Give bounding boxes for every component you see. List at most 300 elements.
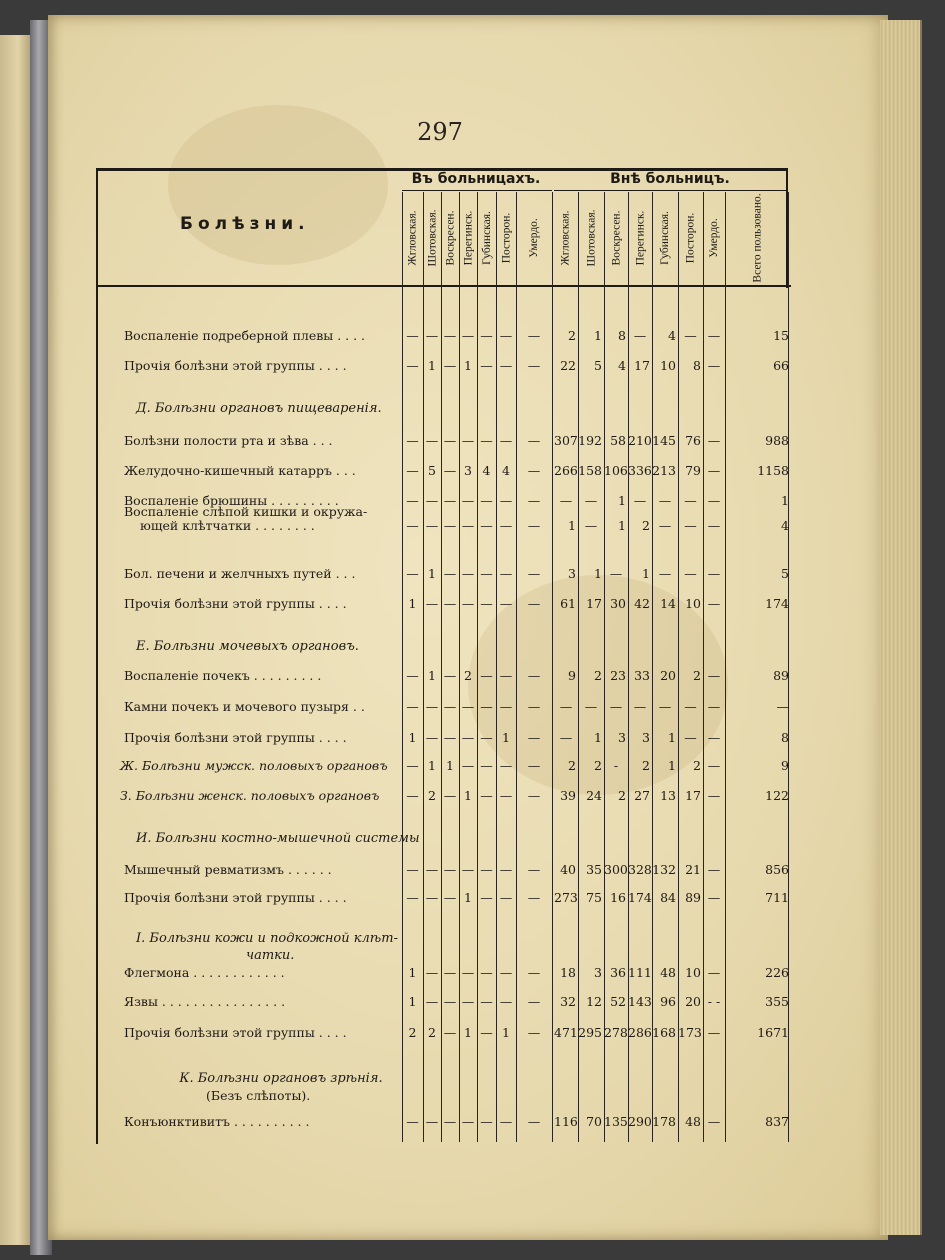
row-label: Прочія болѣзни этой группы . . . .: [124, 358, 347, 373]
cell-hospital: —: [443, 890, 457, 905]
cell-hospital: —: [499, 518, 513, 533]
cell-hospital: —: [443, 328, 457, 343]
cell-outside: 18: [560, 965, 576, 980]
cell-hospital: —: [406, 862, 419, 877]
cell-hospital: —: [480, 358, 493, 373]
cell-hospital: —: [443, 463, 457, 478]
column-header-hospital: Жгловская.: [406, 210, 419, 266]
cell-outside: 278: [604, 1025, 628, 1040]
cell-outside: 17: [586, 596, 602, 611]
cell-hospital: —: [406, 328, 419, 343]
left-page-edge: [0, 35, 32, 1245]
cell-outside: 143: [628, 994, 652, 1009]
row-label: Болѣзни полости рта и зѣва . . .: [124, 433, 333, 448]
cell-outside: 70: [586, 1114, 602, 1129]
cell-hospital: —: [406, 699, 419, 714]
cell-hospital: —: [527, 788, 541, 803]
column-header-outside: Умердо.: [708, 218, 720, 258]
cell-hospital: 1: [502, 1025, 510, 1040]
cell-outside: 213: [652, 463, 676, 478]
section-heading-continued: чатки.: [246, 948, 295, 963]
cell-hospital: —: [406, 358, 419, 373]
cell-hospital: —: [443, 668, 457, 683]
row-label: Воспаленіе слѣпой кишки и окружа-: [124, 504, 368, 519]
cell-outside: 32: [560, 994, 576, 1009]
cell-outside: 10: [685, 965, 701, 980]
cell-outside: 12: [586, 994, 602, 1009]
row-label: Воспаленіе почекъ . . . . . . . . .: [124, 668, 322, 683]
cell-outside: 2: [568, 758, 576, 773]
cell-hospital: 1: [408, 965, 417, 980]
cell-outside: 4: [618, 358, 626, 373]
cell-outside: 178: [652, 1114, 676, 1129]
cell-outside: 79: [685, 463, 701, 478]
column-header-outside: Перегинск.: [634, 210, 647, 266]
cell-hospital: 1: [408, 994, 417, 1009]
cell-hospital: —: [443, 862, 457, 877]
group-rule-hospital: [402, 190, 552, 191]
column-header-outside: Губинская.: [659, 211, 672, 265]
cell-hospital: —: [499, 890, 513, 905]
cell-total: 1: [781, 493, 789, 508]
cell-hospital: —: [425, 433, 439, 448]
group-header-outside: Внѣ больницъ.: [610, 171, 730, 187]
cell-outside: 3: [594, 965, 602, 980]
cell-outside: 111: [628, 965, 652, 980]
cell-hospital: —: [499, 758, 513, 773]
cell-hospital: —: [425, 1114, 439, 1129]
table-row: [96, 1025, 791, 1045]
cell-hospital: —: [461, 433, 475, 448]
cell-outside: 89: [685, 890, 701, 905]
page-number: 297: [417, 118, 463, 146]
cell-hospital: —: [527, 758, 541, 773]
cell-hospital: —: [499, 328, 513, 343]
cell-hospital: —: [499, 788, 513, 803]
cell-total: 226: [765, 965, 789, 980]
cell-hospital: —: [527, 699, 541, 714]
cell-outside: 132: [652, 862, 676, 877]
cell-hospital: —: [443, 965, 457, 980]
cell-outside: 14: [660, 596, 676, 611]
cell-outside: 9: [568, 668, 576, 683]
cell-outside: —: [707, 1114, 721, 1129]
row-label-continued: ющей клѣтчатки . . . . . . . .: [140, 518, 315, 533]
cell-outside: 1: [594, 566, 602, 581]
cell-outside: 290: [628, 1114, 652, 1129]
cell-outside: 286: [628, 1025, 652, 1040]
cell-outside: 96: [660, 994, 676, 1009]
header-bottom-rule: [96, 285, 791, 287]
cell-outside: 8: [618, 328, 626, 343]
cell-outside: 13: [660, 788, 676, 803]
cell-hospital: —: [480, 1114, 493, 1129]
row-label: Прочія болѣзни этой группы . . . .: [124, 890, 347, 905]
cell-outside: 42: [634, 596, 650, 611]
cell-outside: 61: [560, 596, 576, 611]
cell-outside: —: [684, 699, 697, 714]
cell-hospital: 1: [464, 1025, 472, 1040]
cell-outside: 24: [586, 788, 602, 803]
cell-outside: 36: [610, 965, 626, 980]
cell-outside: —: [707, 862, 721, 877]
cell-outside: 300: [604, 862, 628, 877]
cell-outside: 20: [660, 668, 676, 683]
cell-total: 15: [773, 328, 789, 343]
cell-hospital: 5: [428, 463, 436, 478]
table-row: [96, 965, 791, 985]
cell-outside: 76: [685, 433, 701, 448]
cell-outside: 5: [594, 358, 602, 373]
cell-outside: —: [707, 493, 721, 508]
cell-outside: 2: [642, 758, 650, 773]
cell-hospital: —: [461, 862, 475, 877]
table-row: [96, 1114, 791, 1134]
cell-hospital: —: [406, 668, 419, 683]
cell-hospital: —: [461, 566, 475, 581]
cell-outside: —: [684, 730, 697, 745]
table-row: [96, 788, 791, 808]
cell-hospital: —: [480, 1025, 493, 1040]
cell-outside: 84: [660, 890, 676, 905]
cell-outside: 2: [594, 668, 602, 683]
cell-outside: 48: [660, 965, 676, 980]
cell-total: 1671: [757, 1025, 789, 1040]
cell-outside: 2: [693, 758, 701, 773]
cell-outside: —: [584, 493, 598, 508]
column-header-hospital: Перегинск.: [462, 210, 475, 266]
cell-outside: —: [658, 699, 672, 714]
cell-outside: 23: [610, 668, 626, 683]
cell-hospital: —: [527, 518, 541, 533]
cell-outside: —: [559, 699, 573, 714]
cell-hospital: —: [406, 758, 419, 773]
cell-outside: 10: [685, 596, 701, 611]
row-label: З. Болѣзни женск. половыхъ органовъ: [120, 788, 380, 803]
cell-total: 1158: [757, 463, 789, 478]
table-row: [96, 730, 791, 750]
cell-hospital: —: [461, 596, 475, 611]
table-row: [96, 358, 791, 378]
cell-hospital: 1: [428, 758, 436, 773]
cell-outside: 30: [610, 596, 626, 611]
cell-hospital: —: [406, 1114, 419, 1129]
cell-hospital: —: [499, 668, 513, 683]
cell-hospital: —: [480, 758, 493, 773]
cell-hospital: —: [425, 493, 439, 508]
cell-hospital: —: [480, 699, 493, 714]
cell-outside: 39: [560, 788, 576, 803]
cell-outside: —: [707, 518, 721, 533]
cell-outside: 471: [554, 1025, 578, 1040]
cell-hospital: —: [527, 730, 541, 745]
cell-hospital: 2: [428, 1025, 436, 1040]
cell-total: 122: [765, 788, 789, 803]
cell-outside: —: [609, 566, 623, 581]
cell-hospital: —: [527, 596, 541, 611]
row-label: Язвы . . . . . . . . . . . . . . . .: [124, 994, 286, 1009]
cell-hospital: —: [443, 1025, 457, 1040]
cell-hospital: —: [527, 566, 541, 581]
row-label: Бол. печени и желчныхъ путей . . .: [124, 566, 356, 581]
cell-hospital: —: [499, 862, 513, 877]
cell-outside: 1: [618, 518, 626, 533]
column-header-hospital: Воскресен.: [444, 210, 457, 266]
cell-hospital: —: [425, 730, 439, 745]
cell-hospital: —: [527, 890, 541, 905]
cell-hospital: —: [527, 493, 541, 508]
cell-outside: —: [707, 965, 721, 980]
cell-outside: —: [584, 518, 598, 533]
cell-outside: 210: [628, 433, 652, 448]
cell-outside: —: [707, 328, 721, 343]
cell-hospital: —: [499, 994, 513, 1009]
section-heading-continued: (Безъ слѣпоты).: [206, 1088, 311, 1103]
cell-outside: 135: [604, 1114, 628, 1129]
cell-hospital: —: [443, 358, 457, 373]
cell-hospital: 1: [502, 730, 510, 745]
cell-hospital: 1: [446, 758, 454, 773]
cell-outside: —: [684, 518, 697, 533]
cell-hospital: —: [480, 668, 493, 683]
cell-outside: 1: [594, 730, 602, 745]
cell-outside: —: [684, 493, 697, 508]
table-row: [96, 994, 791, 1014]
cell-outside: 22: [560, 358, 576, 373]
row-label: Желудочно-кишечный катарръ . . .: [124, 463, 356, 478]
cell-outside: 52: [610, 994, 626, 1009]
cell-outside: 168: [652, 1025, 676, 1040]
cell-hospital: —: [425, 994, 439, 1009]
row-label: Воспаленіе брюшины . . . . . . . . .: [124, 493, 339, 508]
cell-hospital: —: [406, 566, 419, 581]
cell-hospital: —: [499, 596, 513, 611]
row-label: Воспаленіе подреберной плевы . . . .: [124, 328, 366, 343]
cell-hospital: —: [527, 668, 541, 683]
cell-hospital: —: [527, 965, 541, 980]
cell-hospital: —: [527, 463, 541, 478]
table-row: [96, 504, 791, 538]
cell-outside: 1: [618, 493, 626, 508]
cell-outside: 17: [634, 358, 650, 373]
cell-hospital: —: [443, 493, 457, 508]
cell-outside: 336: [628, 463, 652, 478]
cell-outside: 328: [628, 862, 652, 877]
cell-outside: —: [559, 730, 573, 745]
cell-outside: 58: [610, 433, 626, 448]
cell-hospital: —: [425, 890, 439, 905]
cell-total: 837: [765, 1114, 789, 1129]
row-label: Мышечный ревматизмъ . . . . . .: [124, 862, 332, 877]
cell-hospital: —: [425, 518, 439, 533]
cell-hospital: 2: [428, 788, 436, 803]
table-row: [96, 328, 791, 348]
cell-outside: —: [559, 493, 573, 508]
cell-hospital: 1: [428, 358, 436, 373]
cell-hospital: —: [443, 518, 457, 533]
cell-hospital: —: [527, 994, 541, 1009]
cell-outside: —: [633, 328, 647, 343]
cell-hospital: —: [461, 758, 475, 773]
cell-hospital: —: [499, 1114, 513, 1129]
cell-hospital: —: [461, 493, 475, 508]
cell-hospital: —: [527, 1025, 541, 1040]
cell-outside: 273: [554, 890, 578, 905]
cell-hospital: —: [480, 433, 493, 448]
cell-outside: -: [613, 758, 619, 773]
cell-outside: —: [707, 668, 721, 683]
row-label: Прочія болѣзни этой группы . . . .: [124, 596, 347, 611]
cell-outside: —: [707, 699, 721, 714]
cell-outside: —: [707, 788, 721, 803]
row-label: Камни почекъ и мочевого пузыря . .: [124, 699, 365, 714]
row-label: Прочія болѣзни этой группы . . . .: [124, 1025, 347, 1040]
cell-outside: 33: [634, 668, 650, 683]
column-header-hospital: Умердо.: [528, 218, 540, 258]
cell-outside: —: [707, 596, 721, 611]
cell-outside: 3: [642, 730, 650, 745]
group-rule-outside: [554, 190, 786, 191]
cell-hospital: 1: [464, 788, 472, 803]
cell-total: 988: [765, 433, 789, 448]
cell-outside: 27: [634, 788, 650, 803]
cell-hospital: —: [527, 358, 541, 373]
table-row: [96, 463, 791, 483]
cell-hospital: —: [406, 493, 419, 508]
cell-hospital: 4: [502, 463, 510, 478]
cell-hospital: —: [480, 994, 493, 1009]
cell-outside: —: [658, 518, 672, 533]
cell-outside: 3: [568, 566, 576, 581]
cell-outside: 4: [668, 328, 676, 343]
cell-outside: 1: [594, 328, 602, 343]
cell-hospital: —: [406, 463, 419, 478]
cell-outside: 3: [618, 730, 626, 745]
cell-hospital: —: [461, 994, 475, 1009]
table-row: [96, 668, 791, 688]
cell-hospital: —: [480, 730, 493, 745]
cell-hospital: —: [406, 518, 419, 533]
cell-outside: 145: [652, 433, 676, 448]
cell-hospital: —: [480, 862, 493, 877]
cell-outside: 2: [594, 758, 602, 773]
cell-outside: 307: [554, 433, 578, 448]
cell-hospital: —: [425, 699, 439, 714]
cell-hospital: 1: [408, 596, 417, 611]
cell-hospital: —: [406, 788, 419, 803]
cell-hospital: 2: [464, 668, 472, 683]
cell-outside: 35: [586, 862, 602, 877]
cell-total: 355: [765, 994, 789, 1009]
cell-hospital: —: [527, 1114, 541, 1129]
row-label: Прочія болѣзни этой группы . . . .: [124, 730, 347, 745]
cell-outside: 21: [685, 862, 701, 877]
cell-outside: 10: [660, 358, 676, 373]
cell-hospital: —: [461, 730, 475, 745]
cell-outside: —: [684, 566, 697, 581]
cell-total: 89: [773, 668, 789, 683]
cell-hospital: 1: [428, 668, 436, 683]
cell-hospital: —: [480, 493, 493, 508]
cell-outside: 2: [568, 328, 576, 343]
cell-outside: —: [707, 1025, 721, 1040]
cell-hospital: 1: [464, 358, 472, 373]
cell-hospital: —: [499, 965, 513, 980]
cell-total: 4: [781, 518, 789, 533]
cell-hospital: —: [480, 596, 493, 611]
cell-hospital: —: [443, 788, 457, 803]
cell-outside: —: [707, 433, 721, 448]
table-row: [96, 758, 791, 778]
cell-hospital: —: [461, 965, 475, 980]
cell-hospital: —: [480, 788, 493, 803]
cell-outside: 20: [685, 994, 701, 1009]
cell-hospital: —: [499, 699, 513, 714]
cell-outside: 1: [668, 758, 676, 773]
cell-outside: 2: [693, 668, 701, 683]
cell-total: 9: [781, 758, 789, 773]
cell-hospital: —: [443, 730, 457, 745]
cell-total: 66: [773, 358, 789, 373]
column-header-outside: Шотовская.: [585, 209, 598, 267]
cell-hospital: —: [527, 433, 541, 448]
column-header-hospital: Посторон.: [500, 212, 513, 264]
cell-total: 711: [765, 890, 789, 905]
cell-outside: 266: [554, 463, 578, 478]
table-row: [96, 596, 791, 616]
cell-outside: —: [584, 699, 598, 714]
cell-outside: 2: [642, 518, 650, 533]
section-heading: И. Болѣзни костно-мышечной системы: [136, 831, 420, 846]
cell-hospital: —: [443, 994, 457, 1009]
cell-outside: 295: [578, 1025, 602, 1040]
cell-hospital: —: [499, 493, 513, 508]
cell-outside: —: [707, 758, 721, 773]
cell-outside: —: [658, 493, 672, 508]
cell-outside: 8: [693, 358, 701, 373]
cell-hospital: —: [480, 518, 493, 533]
cell-outside: - -: [707, 994, 721, 1009]
cell-outside: 1: [668, 730, 676, 745]
page-edges: [880, 20, 922, 1235]
cell-hospital: 1: [408, 730, 417, 745]
cell-outside: 1: [642, 566, 650, 581]
cell-total: 856: [765, 862, 789, 877]
cell-hospital: —: [443, 566, 457, 581]
cell-outside: 106: [604, 463, 628, 478]
cell-hospital: —: [480, 890, 493, 905]
cell-hospital: —: [527, 862, 541, 877]
table-row: [96, 890, 791, 910]
section-heading: Е. Болѣзни мочевыхъ органовъ.: [136, 639, 359, 654]
disease-table: [96, 168, 791, 1146]
cell-outside: —: [684, 328, 697, 343]
cell-outside: 174: [628, 890, 652, 905]
cell-outside: 17: [685, 788, 701, 803]
cell-hospital: —: [425, 328, 439, 343]
cell-hospital: 1: [428, 566, 436, 581]
cell-hospital: —: [527, 328, 541, 343]
cell-hospital: —: [443, 596, 457, 611]
cell-outside: —: [633, 493, 647, 508]
cell-hospital: —: [443, 1114, 457, 1129]
table-row: [96, 699, 791, 719]
cell-hospital: —: [461, 328, 475, 343]
cell-hospital: —: [443, 433, 457, 448]
cell-hospital: —: [461, 699, 475, 714]
cell-outside: —: [707, 463, 721, 478]
cell-outside: 158: [578, 463, 602, 478]
